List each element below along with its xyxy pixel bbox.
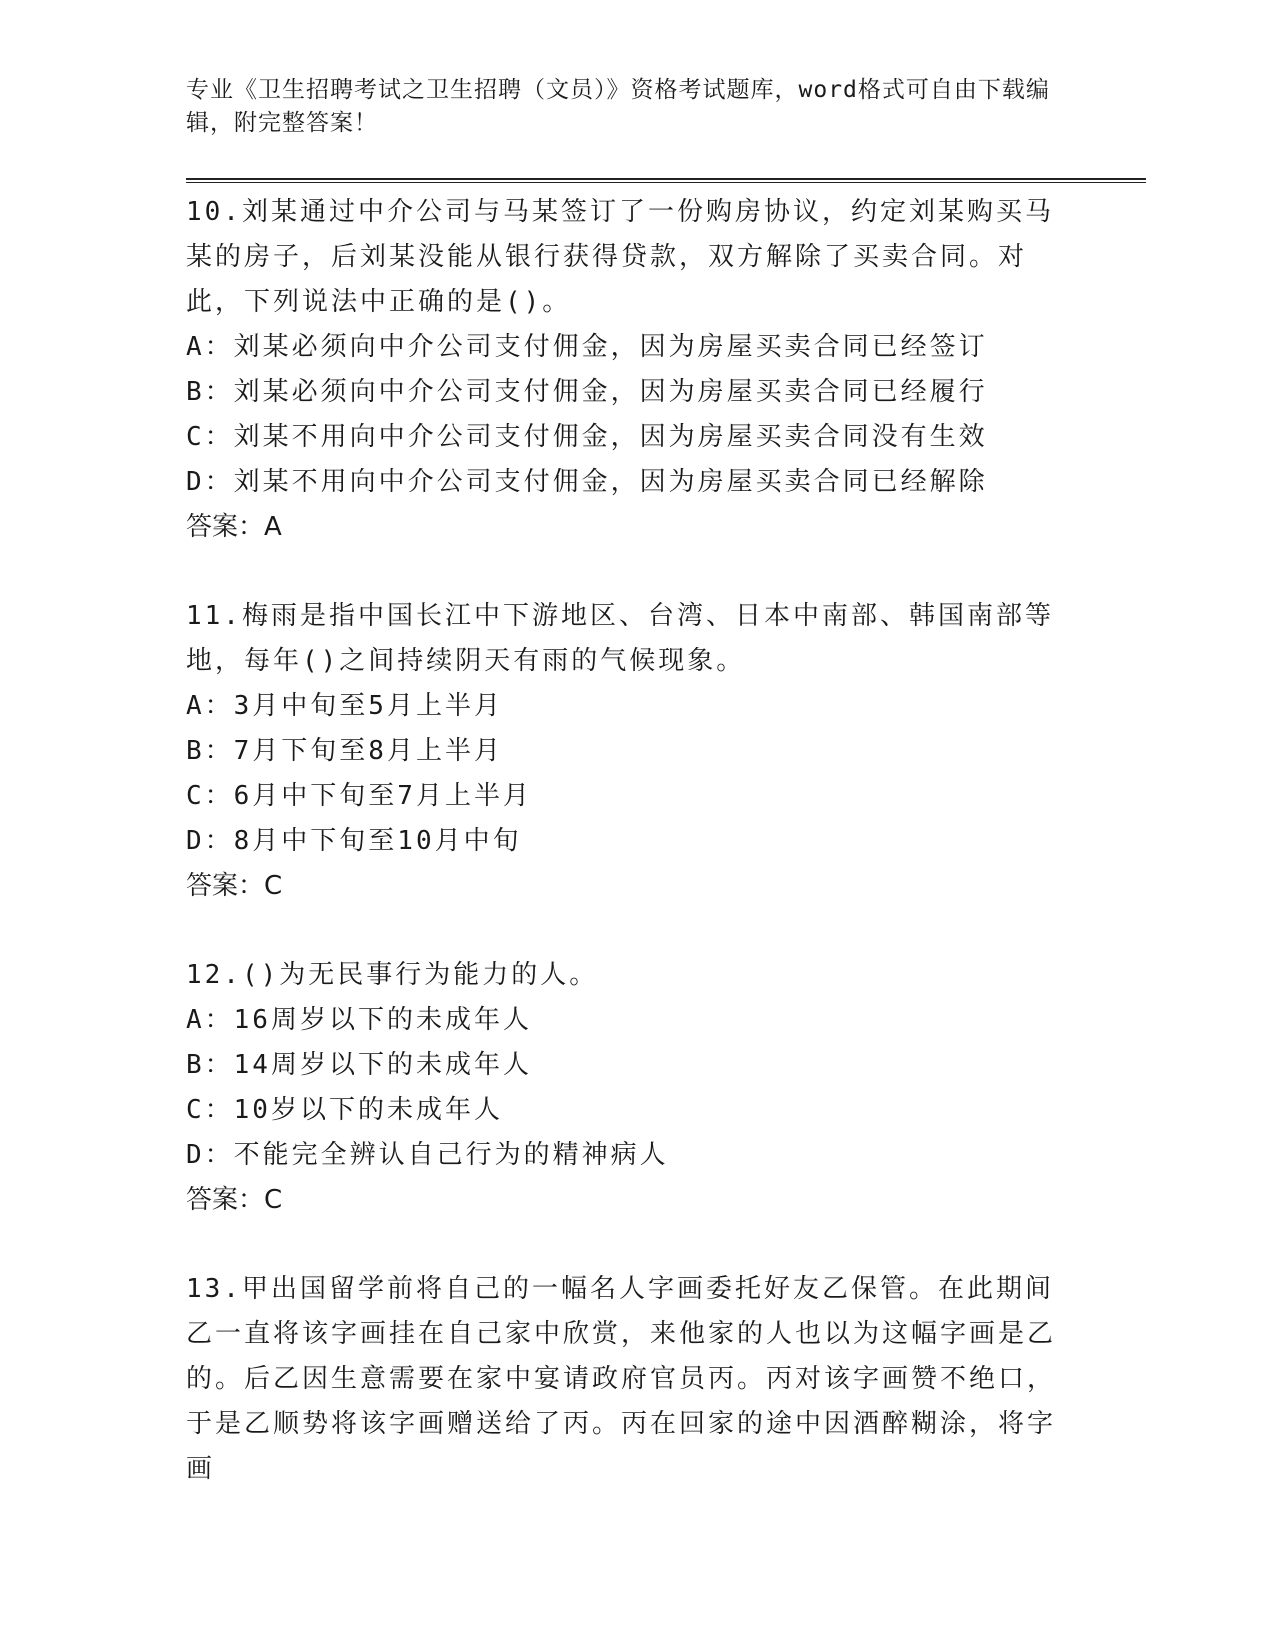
- question-stem: 13.甲出国留学前将自己的一幅名人字画委托好友乙保管。在此期间乙一直将该字画挂在自己家中欣赏，来他家的人也以为这幅字画是乙的。后乙因生意需要在家中宴请政府官员丙。丙对该字画赞不绝口，于是乙顺势将该字画赠送给了丙。丙在回家的途中因酒醉糊涂，将字画: [186, 1274, 1057, 1484]
- question-spacer: [186, 550, 1146, 594]
- option-c: C：刘某不用向中介公司支付佣金，因为房屋买卖合同没有生效: [186, 422, 988, 452]
- option-c: C：6月中下旬至7月上半月: [186, 781, 532, 811]
- question-11: [186, 594, 1146, 909]
- header-divider: [186, 178, 1146, 183]
- option-c: C：10岁以下的未成年人: [186, 1095, 503, 1125]
- option-d: D：8月中下旬至10月中旬: [186, 826, 522, 856]
- question-12: [186, 953, 1146, 1223]
- option-a: A：刘某必须向中介公司支付佣金，因为房屋买卖合同已经签订: [186, 332, 988, 362]
- question-10: [186, 190, 1146, 550]
- question-stem: 10.刘某通过中介公司与马某签订了一份购房协议，约定刘某购买马某的房子，后刘某没能从银行获得贷款，双方解除了买卖合同。对此，下列说法中正确的是()。: [186, 197, 1054, 317]
- option-b: B：14周岁以下的未成年人: [186, 1050, 532, 1080]
- question-stem: 12.()为无民事行为能力的人。: [186, 960, 599, 990]
- document-header: 专业《卫生招聘考试之卫生招聘（文员）》资格考试题库，word格式可自由下载编辑，附完整答案！: [186, 77, 1050, 136]
- answer: 答案：C: [186, 871, 283, 901]
- option-d: D：不能完全辨认自己行为的精神病人: [186, 1140, 669, 1170]
- question-13: [186, 1267, 1146, 1492]
- question-list: [186, 190, 1146, 1492]
- question-spacer: [186, 909, 1146, 953]
- answer: 答案：C: [186, 1185, 283, 1215]
- option-d: D：刘某不用向中介公司支付佣金，因为房屋买卖合同已经解除: [186, 467, 988, 497]
- question-spacer: [186, 1223, 1146, 1267]
- option-b: B：刘某必须向中介公司支付佣金，因为房屋买卖合同已经履行: [186, 377, 988, 407]
- answer: 答案：A: [186, 512, 282, 542]
- question-stem: 11.梅雨是指中国长江中下游地区、台湾、日本中南部、韩国南部等地，每年()之间持续阴天有雨的气候现象。: [186, 601, 1054, 676]
- option-a: A：16周岁以下的未成年人: [186, 1005, 532, 1035]
- option-b: B：7月下旬至8月上半月: [186, 736, 503, 766]
- option-a: A：3月中旬至5月上半月: [186, 691, 503, 721]
